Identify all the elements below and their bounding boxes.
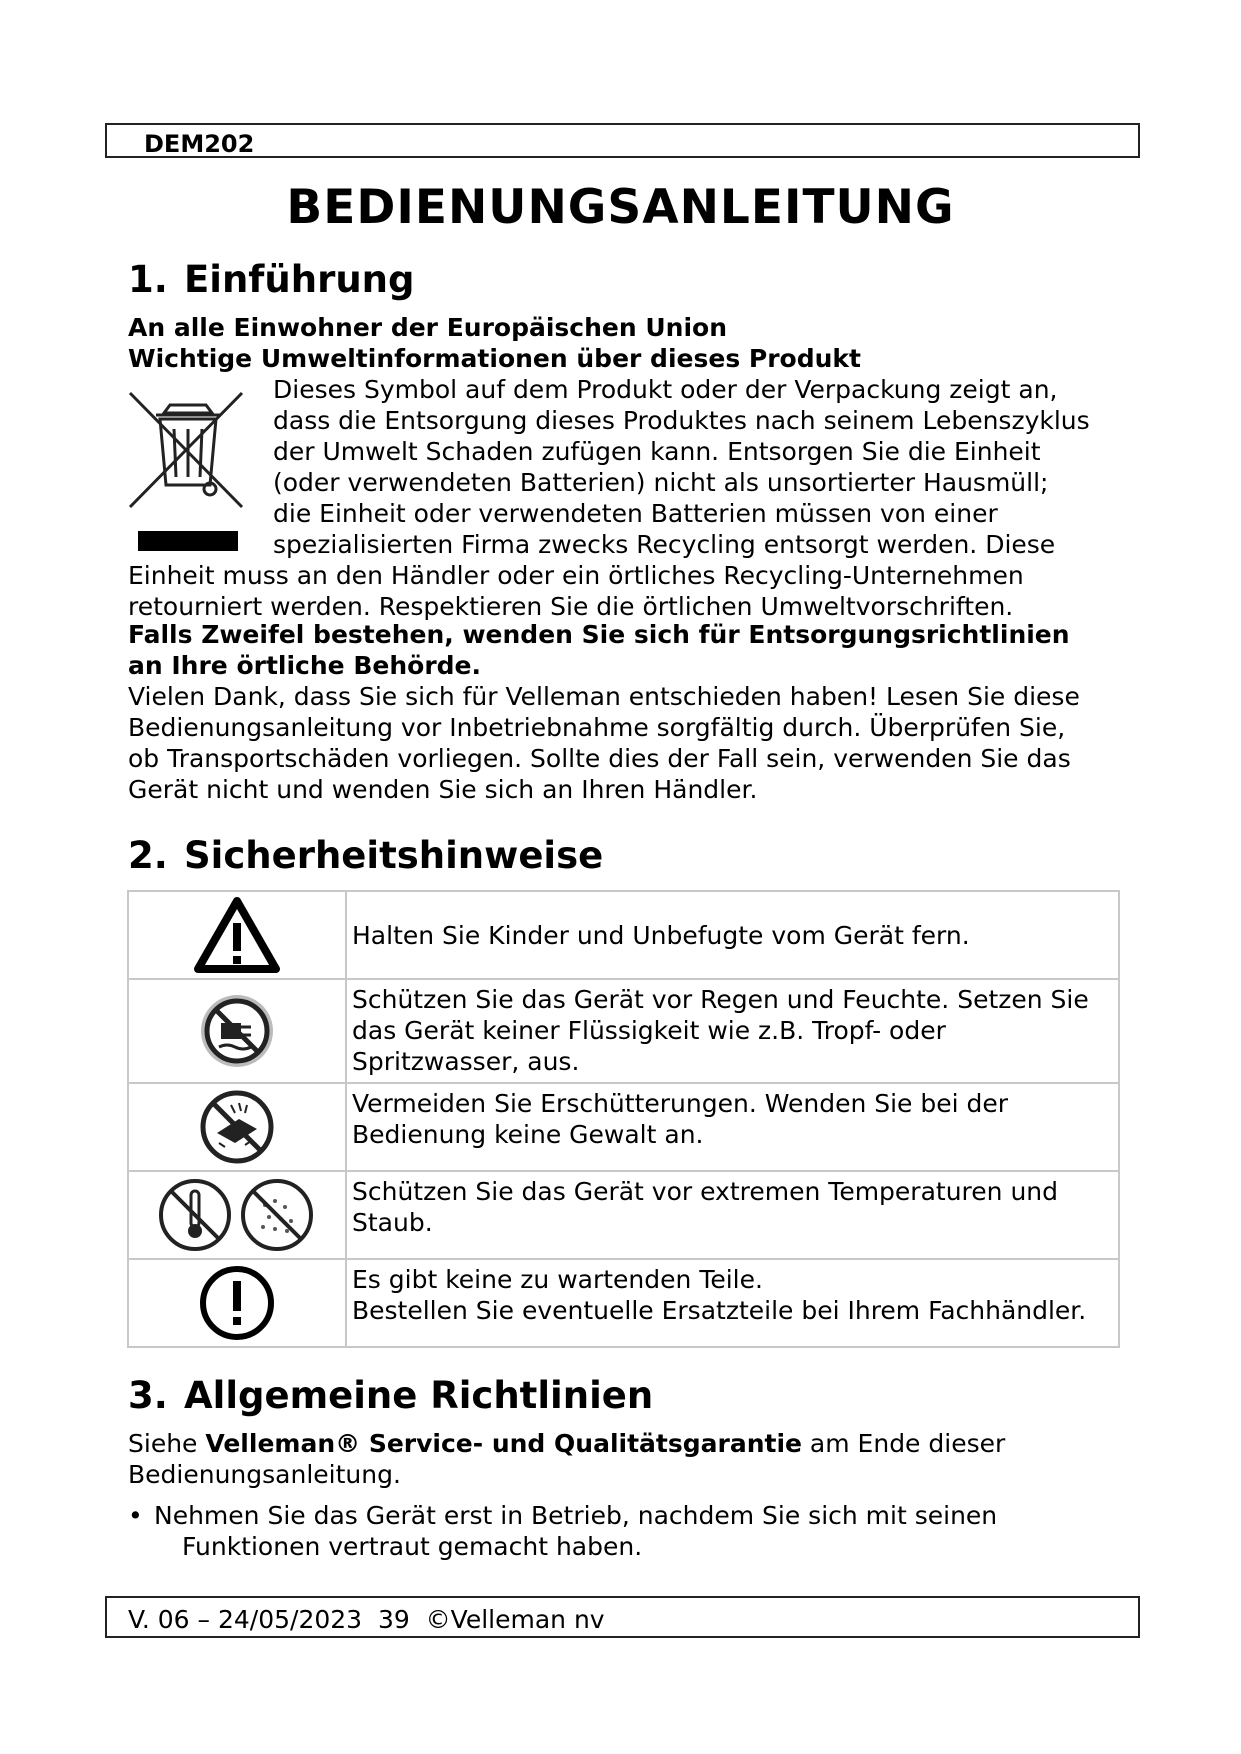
weee-text-line-7: Einheit muss an den Händler oder ein örtliches Recycling-Unternehmen: [128, 561, 1024, 590]
safety-table: [127, 890, 1120, 1348]
safety-text-cell: [346, 1083, 1119, 1171]
safety-row: [128, 1083, 1119, 1171]
safety-text-line: Es gibt keine zu wartenden Teile.: [352, 1265, 763, 1294]
section-1-title: Einführung: [184, 258, 415, 301]
safety-row: [128, 891, 1119, 979]
no-temperature-icon: [161, 1181, 229, 1249]
guideline-intro-line-2: Bedienungsanleitung.: [128, 1460, 401, 1489]
weee-text-line-5: die Einheit oder verwendeten Batterien müssen von einer: [273, 499, 998, 528]
footer-text: V. 06 – 24/05/2023 39 ©Velleman nv: [128, 1605, 605, 1634]
no-dust-icon: [243, 1181, 311, 1249]
safety-icon-cell: [128, 1083, 346, 1171]
safety-text-line: Spritzwasser, aus.: [352, 1047, 580, 1076]
page-title: BEDIENUNGSANLEITUNG: [286, 180, 955, 235]
section-2-title: Sicherheitshinweise: [184, 834, 604, 877]
safety-text-line: Staub.: [352, 1208, 433, 1237]
safety-icon-cell: [128, 1171, 346, 1259]
guarantee-reference: Velleman® Service- und Qualitätsgarantie: [205, 1429, 802, 1458]
safety-icon-cell: [128, 979, 346, 1083]
weee-text-line-1: Dieses Symbol auf dem Produkt oder der Verpackung zeigt an,: [273, 375, 1058, 404]
section-2-heading: [128, 834, 603, 877]
no-water-icon: [197, 991, 277, 1071]
safety-icon-cell: [128, 1259, 346, 1347]
safety-row: [128, 979, 1119, 1083]
safety-text-cell: [346, 891, 1119, 979]
bullet-dot: •: [128, 1501, 143, 1530]
safety-text-line: Schützen Sie das Gerät vor extremen Temperaturen und: [352, 1177, 1059, 1206]
weee-text-line-4: (oder verwendeten Batterien) nicht als unsortierter Hausmüll;: [273, 468, 1049, 497]
warning-line-1: Falls Zweifel bestehen, wenden Sie sich für Entsorgungsrichtlinien: [128, 620, 1070, 649]
safety-text-line: das Gerät keiner Flüssigkeit wie z.B. Tropf- oder: [352, 1016, 946, 1045]
guideline-intro: [128, 1428, 1005, 1459]
section-3-number: 3.: [128, 1374, 168, 1417]
bullet-line-1: Nehmen Sie das Gerät erst in Betrieb, nachdem Sie sich mit seinen: [154, 1501, 998, 1530]
section-1-heading: [128, 258, 415, 301]
guideline-intro-post: am Ende dieser: [801, 1429, 1006, 1458]
section-3-heading: [128, 1374, 653, 1417]
weee-text-line-8: retourniert werden. Respektieren Sie die örtlichen Umweltvorschriften.: [128, 592, 1014, 621]
weee-bin-icon: [126, 385, 250, 557]
bullet-item: [128, 1500, 997, 1531]
safety-row: [128, 1259, 1119, 1347]
weee-text-line-6: spezialisierten Firma zwecks Recycling entsorgt werden. Diese: [273, 530, 1056, 559]
thanks-line-2: Bedienungsanleitung vor Inbetriebnahme sorgfältig durch. Überprüfen Sie,: [128, 713, 1066, 742]
env-info-heading: Wichtige Umweltinformationen über dieses Produkt: [128, 344, 861, 373]
thanks-line-3: ob Transportschäden vorliegen. Sollte dies der Fall sein, verwenden Sie das: [128, 744, 1071, 773]
bullet-line-2: Funktionen vertraut gemacht haben.: [182, 1532, 643, 1561]
section-2-number: 2.: [128, 834, 168, 877]
caution-exclamation-icon: [197, 1263, 277, 1343]
eu-heading: An alle Einwohner der Europäischen Union: [128, 313, 728, 342]
weee-text-line-2: dass die Entsorgung dieses Produktes nach seinem Lebenszyklus: [273, 406, 1090, 435]
warning-triangle-icon: [192, 895, 282, 975]
safety-text-line: Bedienung keine Gewalt an.: [352, 1120, 704, 1149]
guideline-intro-pre: Siehe: [128, 1429, 206, 1458]
thanks-line-1: Vielen Dank, dass Sie sich für Velleman entschieden haben! Lesen Sie diese: [128, 682, 1080, 711]
safety-text-line: Vermeiden Sie Erschütterungen. Wenden Sie bei der: [352, 1089, 1009, 1118]
weee-text-line-3: der Umwelt Schaden zufügen kann. Entsorgen Sie die Einheit: [273, 437, 1041, 466]
safety-text-line: Halten Sie Kinder und Unbefugte vom Gerät fern.: [352, 920, 970, 950]
no-temperature-no-dust-icon: [157, 1175, 317, 1255]
safety-text-cell: [346, 1171, 1119, 1259]
no-shock-icon: [197, 1087, 277, 1167]
section-3-title: Allgemeine Richtlinien: [184, 1374, 654, 1417]
section-1-number: 1.: [128, 258, 168, 301]
safety-text-line: Schützen Sie das Gerät vor Regen und Feuchte. Setzen Sie: [352, 985, 1089, 1014]
safety-row: [128, 1171, 1119, 1259]
model-label: DEM202: [144, 130, 255, 158]
safety-icon-cell: [128, 891, 346, 979]
footer-box: [105, 1596, 1140, 1638]
thanks-line-4: Gerät nicht und wenden Sie sich an Ihren Händler.: [128, 775, 758, 804]
warning-line-2: an Ihre örtliche Behörde.: [128, 651, 481, 680]
safety-text-line: Bestellen Sie eventuelle Ersatzteile bei Ihrem Fachhändler.: [352, 1296, 1087, 1325]
header-box: [105, 123, 1140, 158]
safety-text-cell: [346, 1259, 1119, 1347]
safety-text-cell: [346, 979, 1119, 1083]
